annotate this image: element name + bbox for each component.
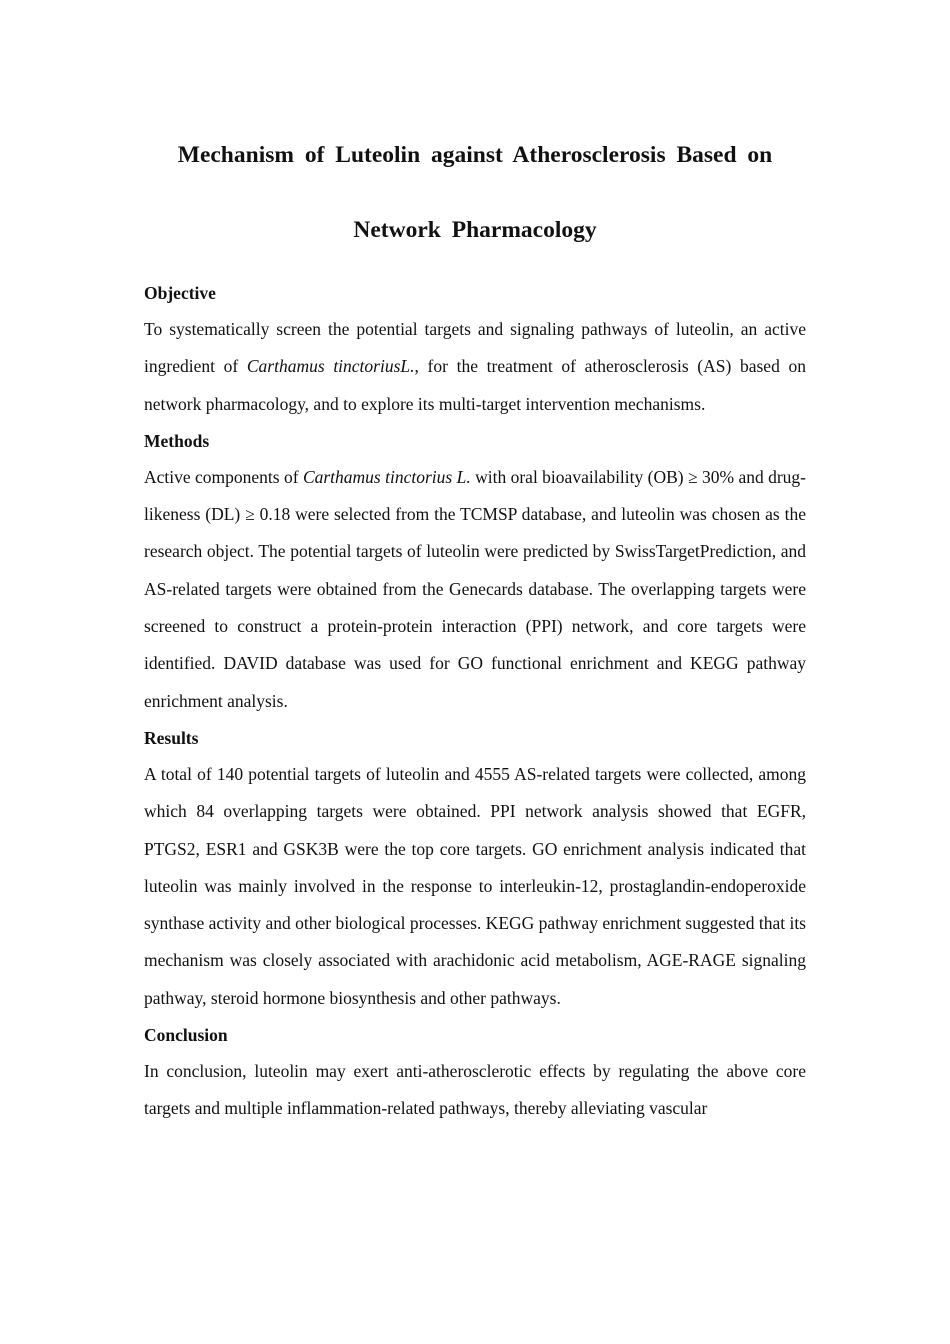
conclusion-text: In conclusion, luteolin may exert anti-atherosclerotic effects by regulating the above core targets and multiple inflammation-related pathways, thereby alleviating vascular — [144, 1061, 806, 1119]
objective-species-name: Carthamus tinctoriusL. — [246, 356, 415, 377]
section-results — [144, 720, 806, 1017]
objective-text — [144, 311, 806, 423]
title-line-1: Mechanism of Luteolin against Atherosclerosis Based on — [177, 142, 773, 168]
results-text: A total of 140 potential targets of luteolin and 4555 AS-related targets were collected, among which 84 overlapping targets were obtained. PPI network analysis showed that EGFR, PTGS2, ESR1 and GSK3B were the top core targets. GO enrichment analysis indicated that luteolin was mainly involved in the response to interleukin-12, prostaglandin-endoperoxide synthase activity and other biological processes. KEGG pathway enrichment suggested that its mechanism was closely associated with arachidonic acid metabolism, AGE-RAGE signaling pathway, steroid hormone biosynthesis and other pathways. — [144, 763, 806, 1008]
methods-text-part-1: Active components of — [144, 466, 303, 487]
methods-species-name: Carthamus tinctorius L. — [302, 466, 471, 487]
title-line-2: Network Pharmacology — [353, 217, 597, 243]
paper-title — [143, 118, 807, 268]
objective-text-part-1: To systematically screen the potential targets and signaling pathways of luteolin, an active ingredient of — [144, 319, 806, 377]
section-methods — [144, 423, 806, 720]
conclusion-heading: Conclusion — [144, 1025, 228, 1046]
methods-text — [144, 459, 806, 720]
results-heading: Results — [144, 727, 199, 748]
objective-heading: Objective — [144, 283, 216, 303]
section-objective — [144, 275, 806, 423]
objective-text-part-2: , for the treatment of atherosclerosis (AS) based on network pharmacology, and to explore its multi-target intervention mechanisms. — [144, 356, 806, 414]
methods-heading: Methods — [144, 430, 210, 451]
section-conclusion — [144, 1017, 806, 1128]
abstract-body — [144, 275, 806, 1128]
methods-text-part-2: with oral bioavailability (OB) ≥ 30% and drug-likeness (DL) ≥ 0.18 were selected from the TCMSP database, and luteolin was chosen as the research object. The potential targets of luteolin were predicted by SwissTargetPrediction, and AS-related targets were obtained from the Genecards database. The overlapping targets were screened to construct a protein-protein interaction (PPI) network, and core targets were identified. DAVID database was used for GO functional enrichment and KEGG pathway enrichment analysis. — [144, 466, 807, 711]
